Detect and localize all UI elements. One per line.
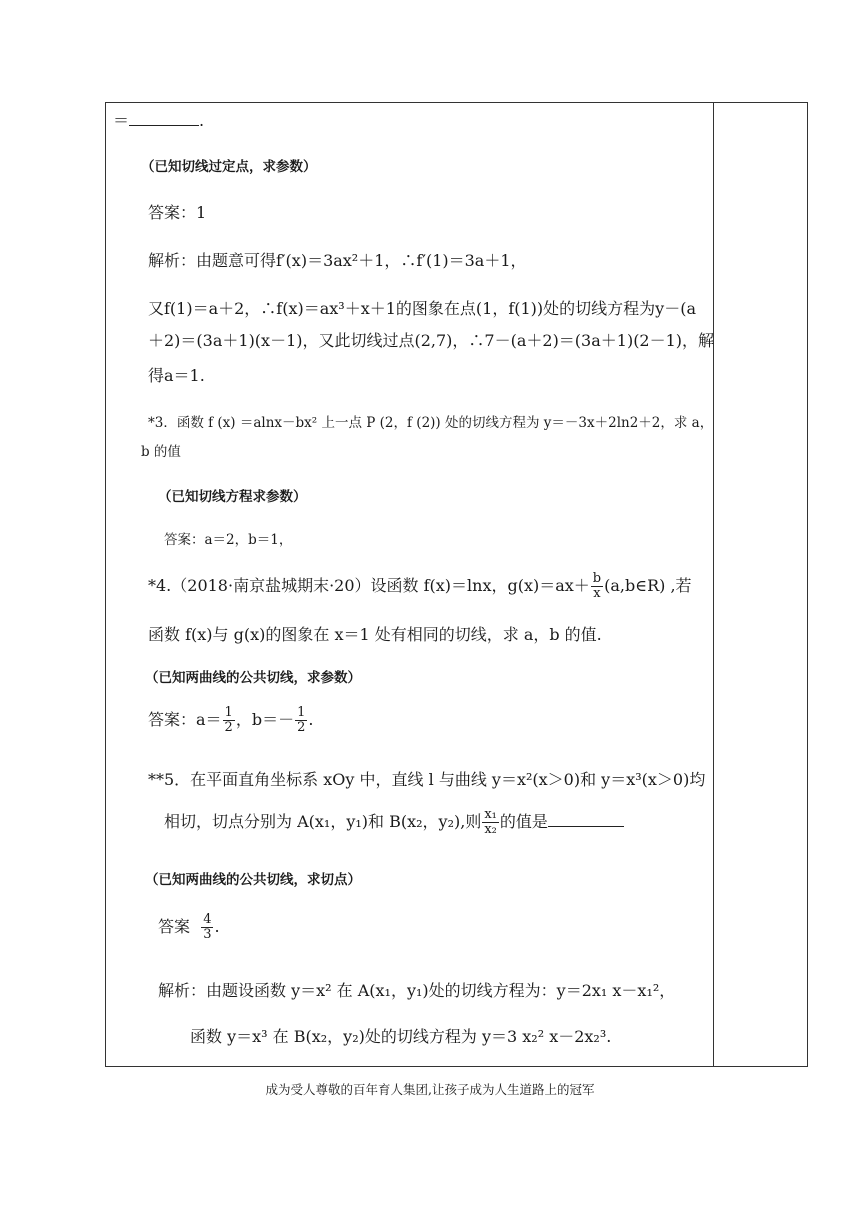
answer-blank bbox=[548, 812, 624, 827]
fraction-x1-over-x2: $\frac{\text{x₁}}{\text{x₂}}$ bbox=[484, 807, 497, 837]
question-5-line-1: **5．在平面直角坐标系 xOy 中，直线 l 与曲线 y＝x²(x＞0)和 y＝x³(x＞0)均 bbox=[148, 770, 706, 789]
section-heading-4: （已知两曲线的公共切线，求切点） bbox=[145, 872, 361, 888]
section-heading-1: （已知切线过定点，求参数） bbox=[141, 159, 317, 175]
question-4-line-1: *4.（2018·南京盐城期末·20）设函数 f(x)＝lnx，g(x)＝ax＋ $\frac{b}{x}$ (a,b∈R) ,若 bbox=[148, 571, 692, 601]
question-4-line-2: 函数 f(x)与 g(x)的图象在 x＝1 处有相同的切线，求 a，b 的值. bbox=[148, 625, 602, 644]
blank-answer-line: ＝ . bbox=[113, 111, 205, 130]
fraction-one-half: $\frac{1}{2}$ bbox=[297, 705, 306, 735]
column-divider bbox=[713, 102, 714, 1067]
fraction-b-over-x: $\frac{b}{x}$ bbox=[592, 571, 602, 601]
answer-3: 答案：a＝ $\frac{1}{2}$ ，b＝－ $\frac{1}{2}$ . bbox=[148, 705, 314, 735]
solution-line-4: 得a＝1. bbox=[148, 366, 205, 385]
question-3-line-2: b 的值 bbox=[141, 444, 181, 460]
answer-2: 答案：a＝2，b＝1， bbox=[164, 532, 293, 548]
section-heading-2: （已知切线方程求参数） bbox=[158, 489, 307, 505]
fraction-four-thirds: $\frac{4}{3}$ bbox=[203, 912, 212, 942]
question-5-line-2: 相切，切点分别为 A(x₁，y₁)和 B(x₂，y₂),则 $\frac{\text{x₁}}{\text{x₂}}$ 的值是 bbox=[164, 808, 624, 837]
solution-line-3: ＋2)＝(3a＋1)(x－1)，又此切线过点(2,7)，∴7－(a＋2)＝(3a＋1)(2－1)，解 bbox=[148, 331, 715, 350]
question-3-line-1: *3．函数 f (x) ＝alnx－bx² 上一点 P (2，f (2)) 处的切线方程为 y＝－3x＋2ln2＋2，求 a， bbox=[148, 415, 714, 431]
solution-line-2: 又f(1)＝a＋2，∴f(x)＝ax³＋x＋1的图象在点(1，f(1))处的切线方程为y－(a bbox=[148, 299, 696, 318]
solution-line-5: 解析：由题设函数 y＝x² 在 A(x₁，y₁)处的切线方程为：y＝2x₁ x－x₁²， bbox=[158, 981, 676, 1000]
solution-line-6: 函数 y＝x³ 在 B(x₂，y₂)处的切线方程为 y＝3 x₂² x－2x₂³. bbox=[190, 1027, 612, 1046]
section-heading-3: （已知两曲线的公共切线，求参数） bbox=[145, 670, 361, 686]
answer-blank bbox=[129, 111, 199, 126]
answer-1: 答案：1 bbox=[148, 203, 207, 222]
page-footer: 成为受人尊敬的百年育人集团,让孩子成为人生道路上的冠军 bbox=[265, 1082, 595, 1097]
answer-4: 答案 $\frac{4}{3}$ . bbox=[158, 912, 220, 942]
fraction-one-half: $\frac{1}{2}$ bbox=[224, 705, 233, 735]
solution-line-1: 解析：由题意可得f′(x)＝3ax²＋1，∴f′(1)＝3a＋1， bbox=[148, 251, 527, 270]
